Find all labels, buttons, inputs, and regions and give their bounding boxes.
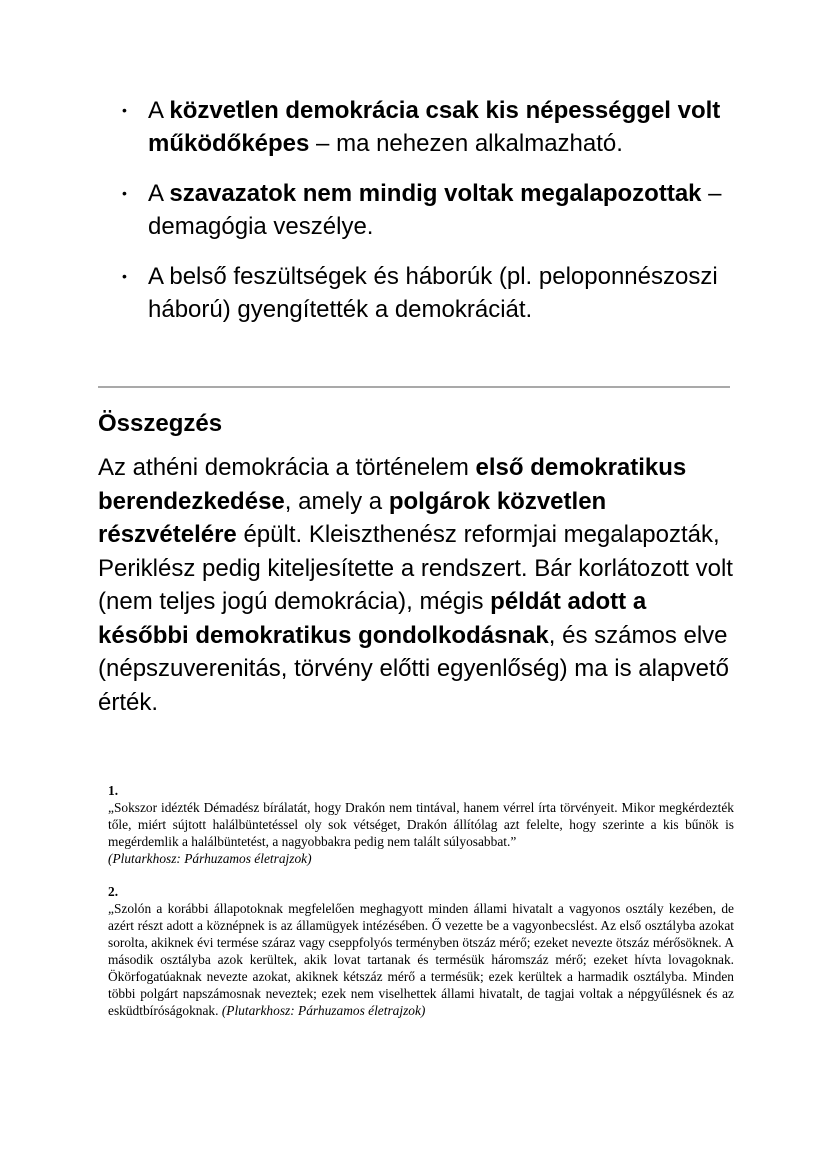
summary-bold: polgárok közvetlen részvételére xyxy=(98,487,607,548)
summary-text: épült. Kleiszthenész reformjai megalapozták, Periklész pedig kiteljesítette a rendszert. Bár korlátozott volt (nem teljes jogú demokrácia), mégis xyxy=(98,521,733,615)
quote-text: „Sokszor idézték Démadész bírálatát, hogy Drakón nem tintával, hanem vérrel írta törvényeit. Mikor megkérdezték tőle, miért sújtott halálbüntetéssel oly sok vétséget, Drakón állítólag azt felelte, hogy szerinte a kis bűnök is megérdemlik a halálbüntetést, a nagyobbakra pedig nem talált súlyosabbat.” xyxy=(108,800,734,849)
quote-number: 2. xyxy=(108,884,119,899)
bullet-item xyxy=(118,260,738,326)
quote-source: (Plutarkhosz: Párhuzamos életrajzok) xyxy=(221,1003,426,1018)
bullet-bold-text: közvetlen demokrácia csak kis népességgel volt működőképes xyxy=(148,97,721,157)
quote-source: (Plutarkhosz: Párhuzamos életrajzok) xyxy=(108,851,312,866)
bullet-text: A xyxy=(148,97,170,124)
summary-text: , amely a xyxy=(284,487,389,515)
bullet-item xyxy=(118,177,738,243)
bullet-bold-text: szavazatok nem mindig voltak megalapozottak xyxy=(169,180,702,207)
quote-text: „Szolón a korábbi állapotoknak megfelelően meghagyott minden állami hivatalt a vagyonos osztály kezében, de azért részt adott a köznépnek is az államügyek intézésében. Ő vezette be a vagyonbecslést. Az első osztályba azokat sorolta, akiknek évi termése száraz vagy cseppfolyós terményben ötszáz mérő; ezeket nevezte ötszáz mérősöknek. A második osztályba azok kerültek, akik lovat tartanak és termésük háromszáz mérő; ezeket hívta lovagoknak. Ökörfogatúaknak nevezte azokat, akiknek kétszáz mérő a termésük; ezek kerültek a harmadik osztályba. Minden többi polgárt napszámosnak neveztek; ezek nem viselhettek állami hivatalt, de tagjai voltak a népgyűlésnek és az esküdtbíróságoknak. xyxy=(108,901,734,1018)
bullet-item xyxy=(118,94,738,160)
bullet-dot: • xyxy=(122,268,127,284)
summary-bold: első demokratikus berendezkedése xyxy=(98,454,687,515)
bullet-list xyxy=(118,94,738,343)
quote-block xyxy=(108,799,734,867)
bullet-text: A belső feszültségek és háborúk (pl. peloponnészoszi háború) gyengítették a demokráciát. xyxy=(148,263,718,323)
bullet-text: A xyxy=(148,180,170,207)
section-heading: Összegzés xyxy=(98,410,223,437)
bullet-dot: • xyxy=(122,102,127,118)
quote-block xyxy=(108,900,734,1019)
horizontal-divider xyxy=(98,386,730,388)
summary-paragraph xyxy=(98,451,738,719)
quote-number: 1. xyxy=(108,783,119,798)
bullet-text: – demagógia veszélye. xyxy=(148,180,722,240)
bullet-dot: • xyxy=(122,185,127,201)
summary-text: , és számos elve (népszuverenitás, törvény előtti egyenlőség) ma is alapvető érték. xyxy=(98,621,730,716)
summary-bold: példát adott a későbbi demokratikus gondolkodásnak xyxy=(98,588,647,649)
summary-text: Az athéni demokrácia a történelem xyxy=(98,454,476,481)
source-quotes xyxy=(108,782,734,1035)
bullet-text: – ma nehezen alkalmazható. xyxy=(309,130,623,157)
